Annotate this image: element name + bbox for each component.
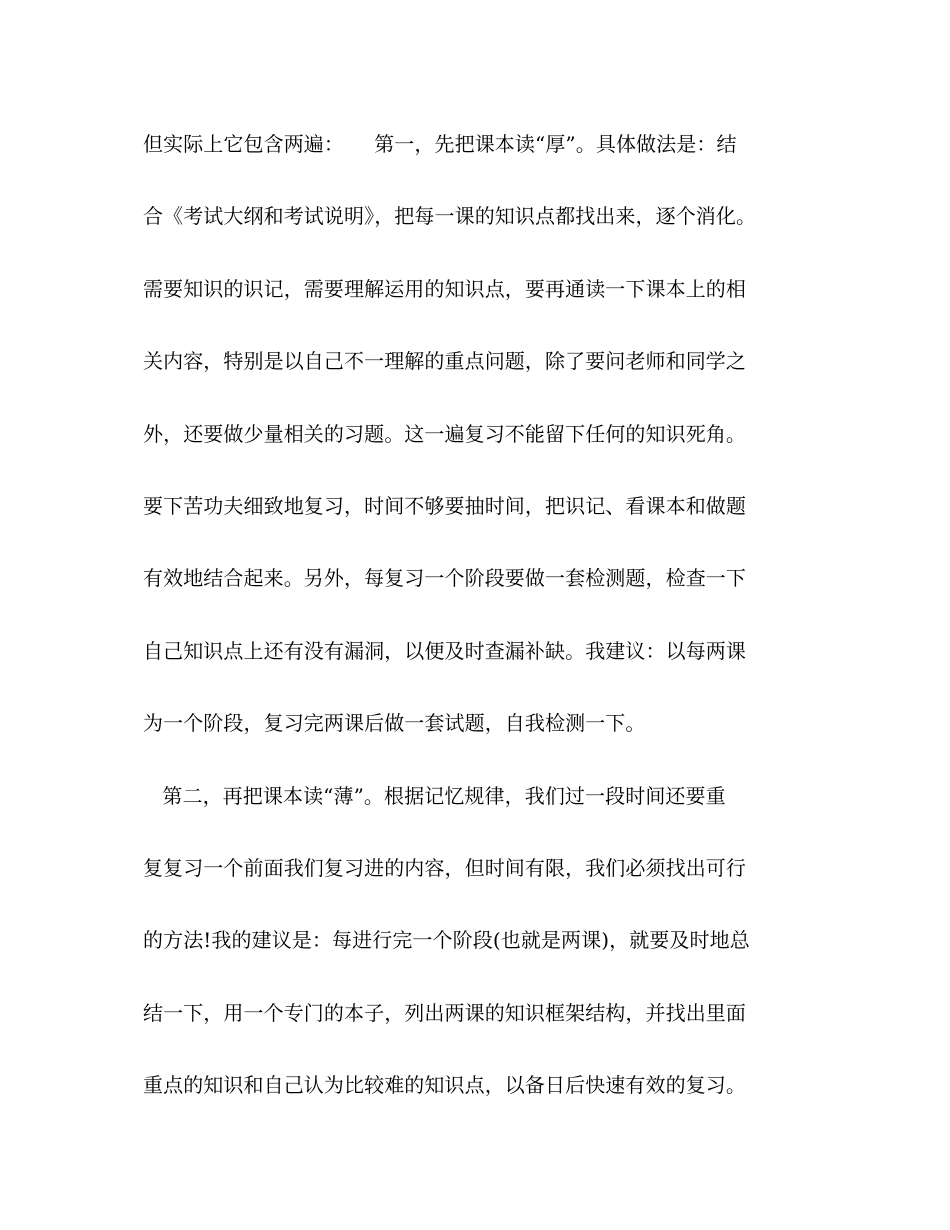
- text-line: 但实际上它包含两遍： 第一，先把课本读“厚”。具体做法是：结: [143, 132, 737, 156]
- text-line: 的方法!我的建议是：每进行完一个阶段(也就是两课)，就要及时地总: [143, 928, 750, 953]
- text-line: 有效地结合起来。另外，每复习一个阶段要做一套检测题，检查一下: [143, 566, 746, 591]
- text-line: 自己知识点上还有没有漏洞，以便及时查漏补缺。我建议：以每两课: [143, 638, 746, 663]
- text-line: 复复习一个前面我们复习进的内容，但时间有限，我们必须找出可行: [143, 855, 746, 880]
- text-line: 外，还要做少量相关的习题。这一遍复习不能留下任何的知识死角。: [143, 421, 746, 446]
- body-text: [143, 118, 823, 1131]
- text-line: 为一个阶段，复习完两课后做一套试题，自我检测一下。: [143, 711, 646, 736]
- text-line: 重点的知识和自己认为比较难的知识点，以备日后快速有效的复习。: [143, 1073, 746, 1098]
- text-line: 第二，再把课本读“薄”。根据记忆规律，我们过一段时间还要重: [143, 783, 726, 808]
- text-line: 需要知识的识记，需要理解运用的知识点，要再通读一下课本上的相: [143, 276, 746, 301]
- text-line: 关内容，特别是以自己不一理解的重点问题，除了要问老师和同学之: [143, 349, 746, 374]
- text-line: 要下苦功夫细致地复习，时间不够要抽时间，把识记、看课本和做题: [143, 493, 746, 518]
- text-line: 结一下，用一个专门的本子，列出两课的知识框架结构，并找出里面: [143, 1000, 746, 1025]
- text-line: 合《考试大纲和考试说明》，把每一课的知识点都找出来，逐个消化。: [143, 204, 757, 229]
